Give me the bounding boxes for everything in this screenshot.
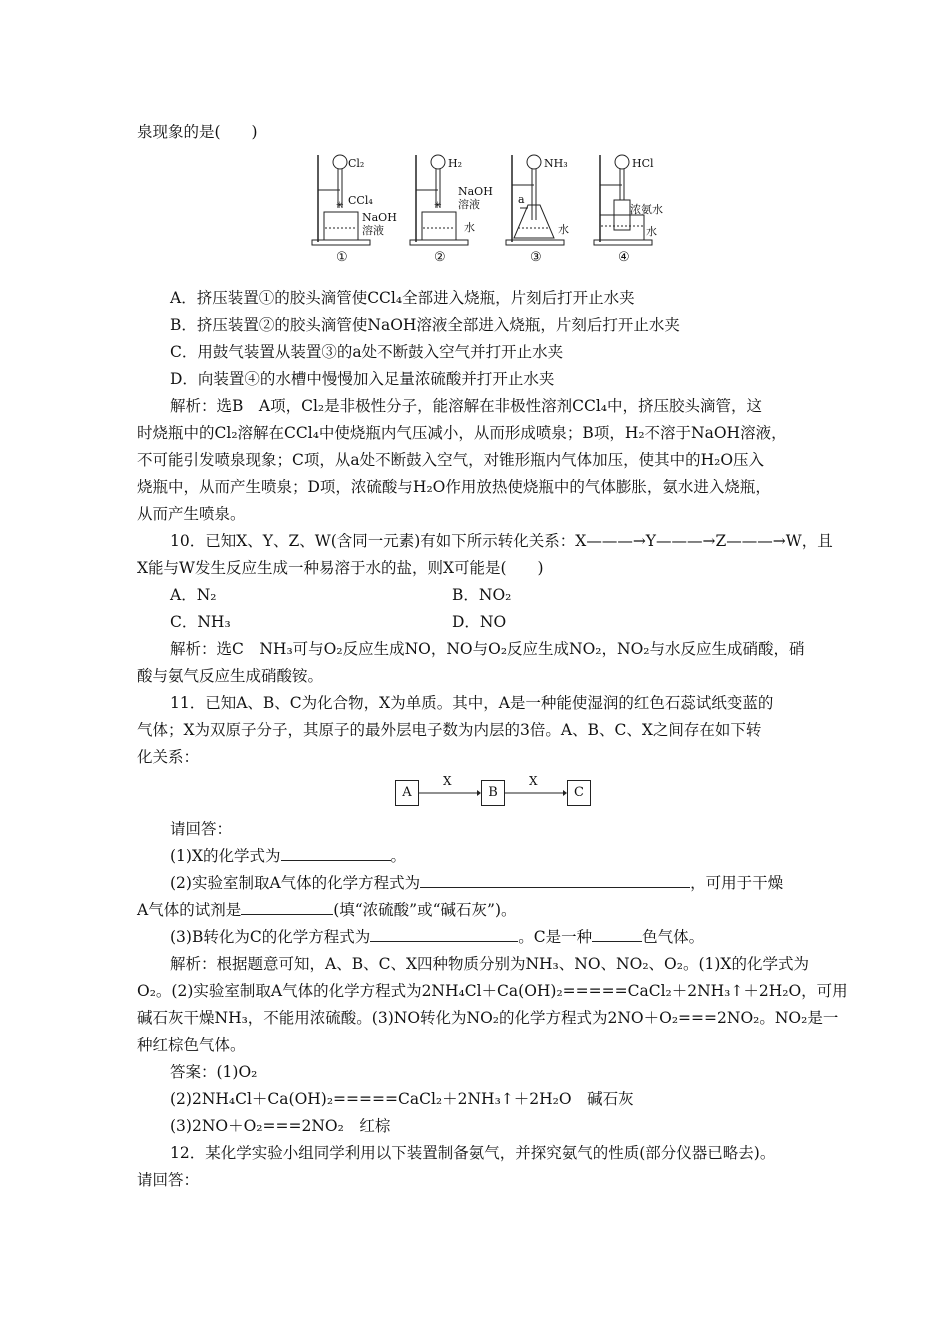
- liquid-label: 水: [558, 223, 569, 236]
- q10-explanation: 酸与氨气反应生成硝酸铵。: [137, 667, 324, 685]
- tube-label: CCl₄: [348, 194, 373, 207]
- gas-label: H₂: [448, 157, 463, 170]
- option-d: D．向装置④的水槽中慢慢加入足量浓硫酸并打开止水夹: [170, 370, 555, 388]
- svg-text:✳: ✳: [336, 201, 344, 211]
- q10-explanation: 解析：选C NH₃可与O₂反应生成NO，NO与O₂反应生成NO₂，NO₂与水反应生成硝酸，硝: [170, 640, 805, 658]
- answer-blank[interactable]: [370, 927, 518, 942]
- part-2-end: (填“浓硫酸”或“碱石灰”)。: [333, 901, 517, 919]
- tube-label-2: 溶液: [458, 198, 480, 211]
- node-b: B: [481, 780, 505, 806]
- q12-stem: 12．某化学实验小组同学利用以下装置制备氨气，并探究氨气的性质(部分仪器已略去)。: [170, 1144, 776, 1162]
- q10-stem: X能与W发生反应生成一种易溶于水的盐，则X可能是( ): [137, 559, 544, 577]
- q11-answer: 答案：(1)O₂: [170, 1063, 258, 1081]
- answer-blank[interactable]: [241, 900, 333, 915]
- tube-label: NaOH: [458, 185, 493, 198]
- apparatus-1: [312, 150, 397, 270]
- q11-answer: (2)2NH₄Cl＋Ca(OH)₂=====CaCl₂＋2NH₃↑＋2H₂O 碱石灰: [170, 1090, 634, 1108]
- q11-part-3: [170, 927, 822, 947]
- apparatus-number: ①: [336, 250, 348, 265]
- part-1-end: 。: [390, 847, 407, 865]
- explanation-line: 不可能引发喷泉现象；C项，从a处不断鼓入空气，对锥形瓶内气体加压，使其中的H₂O压入: [137, 451, 765, 469]
- tube-label: 浓氨水: [630, 203, 663, 216]
- q12-stem: 请回答：: [137, 1171, 200, 1189]
- apparatus-3: [506, 150, 576, 270]
- gas-label: NH₃: [544, 157, 568, 170]
- q10-option-b: B．NO₂: [452, 586, 512, 604]
- answer-blank[interactable]: [281, 846, 391, 861]
- gas-label: Cl₂: [348, 157, 365, 170]
- apparatus-2: [410, 150, 493, 270]
- part-3-mid: 。C是一种: [518, 928, 593, 946]
- explanation-line: 时烧瓶中的Cl₂溶解在CCl₄中使烧瓶内气压减小，从而形成喷泉；B项，H₂不溶于NaOH溶液，: [137, 424, 787, 442]
- q10-option-c: C．NH₃: [170, 613, 231, 631]
- q10-stem: 10．已知X、Y、Z、W(含同一元素)有如下所示转化关系：X———→Y———→Z———→W，且: [170, 532, 833, 550]
- option-c: C．用鼓气装置从装置③的a处不断鼓入空气并打开止水夹: [170, 343, 564, 361]
- q11-stem: 11．已知A、B、C为化合物，X为单质。其中，A是一种能使湿润的红色石蕊试纸变蓝的: [170, 694, 774, 712]
- q11-stem: 化关系：: [137, 748, 200, 766]
- q10-option-row: [170, 585, 822, 605]
- node-c: C: [567, 780, 591, 806]
- question-intro: 泉现象的是( ): [137, 123, 258, 141]
- liquid-label: 水: [464, 221, 475, 234]
- explanation-line: 从而产生喷泉。: [137, 505, 246, 523]
- liquid-label: 水: [646, 225, 657, 238]
- q10-option-d: D．NO: [452, 613, 507, 631]
- q10-option-a: A．N₂: [170, 586, 217, 604]
- liquid-label: NaOH: [362, 211, 397, 224]
- apparatus-number: ②: [434, 250, 446, 265]
- option-b: B．挤压装置②的胶头滴管使NaOH溶液全部进入烧瓶，片刻后打开止水夹: [170, 316, 680, 334]
- apparatus-4: [594, 150, 664, 270]
- q11-explanation: 解析：根据题意可知，A、B、C、X四种物质分别为NH₃、NO、NO₂、O₂。(1)X的化学式为: [170, 955, 809, 973]
- q11-explanation: 种红棕色气体。: [137, 1036, 246, 1054]
- arrow-1-label: X: [443, 774, 452, 788]
- part-1-text: (1)X的化学式为: [170, 847, 281, 865]
- q11-part-2: [170, 873, 822, 893]
- svg-text:✳: ✳: [434, 201, 442, 211]
- part-3-text: (3)B转化为C的化学方程式为: [170, 928, 371, 946]
- apparatus-number: ③: [530, 250, 542, 265]
- answer-blank[interactable]: [420, 873, 690, 888]
- q11-part-1: [170, 846, 822, 866]
- explanation-line: 烧瓶中，从而产生喷泉；D项，浓硫酸与H₂O作用放热使烧瓶中的气体膨胀，氨水进入烧瓶，: [137, 478, 771, 496]
- conversion-diagram: [395, 774, 595, 808]
- answer-blank[interactable]: [592, 927, 642, 942]
- option-a: A．挤压装置①的胶头滴管使CCl₄全部进入烧瓶，片刻后打开止水夹: [170, 289, 635, 307]
- apparatus-number: ④: [618, 250, 630, 265]
- q11-explanation: 碱石灰干燥NH₃，不能用浓硫酸。(3)NO转化为NO₂的化学方程式为2NO＋O₂===2NO₂。NO₂是一: [137, 1009, 839, 1027]
- q11-ask: 请回答：: [170, 820, 233, 838]
- q11-answer: (3)2NO＋O₂===2NO₂ 红棕: [170, 1117, 391, 1135]
- arrow-2-label: X: [529, 774, 538, 788]
- part-2-text-2: A气体的试剂是: [137, 901, 242, 919]
- gas-label: HCl: [632, 157, 654, 170]
- side-port-label: a: [518, 193, 525, 206]
- part-2-mid: ，可用于干燥: [690, 874, 784, 892]
- explanation-line: 解析：选B A项，Cl₂是非极性分子，能溶解在非极性溶剂CCl₄中，挤压胶头滴管，这: [170, 397, 763, 415]
- q11-explanation: O₂。(2)实验室制取A气体的化学方程式为2NH₄Cl＋Ca(OH)₂=====CaCl₂＋2NH₃↑＋2H₂O，可用: [137, 982, 848, 1000]
- node-a: A: [395, 780, 419, 806]
- liquid-label-2: 溶液: [362, 224, 384, 237]
- part-2-text: (2)实验室制取A气体的化学方程式为: [170, 874, 421, 892]
- q10-option-row: [170, 612, 822, 632]
- part-3-end: 色气体。: [642, 928, 705, 946]
- q11-stem: 气体；X为双原子分子，其原子的最外层电子数为内层的3倍。A、B、C、X之间存在如下转: [137, 721, 762, 739]
- q11-part-2-cont: [137, 900, 822, 920]
